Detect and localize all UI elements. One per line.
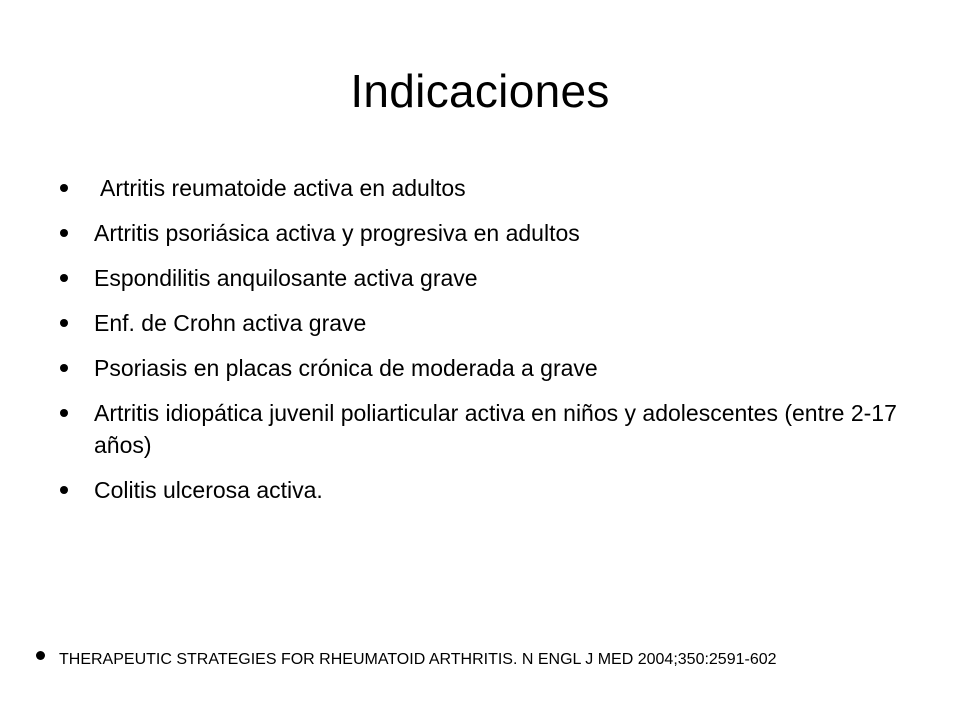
list-item <box>60 307 920 339</box>
list-item-text: Artritis psoriásica activa y progresiva en adultos <box>94 220 580 246</box>
list-item <box>60 172 920 204</box>
bullet-icon <box>60 319 68 327</box>
list-item <box>60 352 920 384</box>
list-item <box>60 217 920 249</box>
reference-text: THERAPEUTIC STRATEGIES FOR RHEUMATOID ARTHRITIS. N ENGL J MED 2004;350:2591-602 <box>59 651 777 668</box>
list-item-text: Colitis ulcerosa activa. <box>94 477 323 503</box>
bullet-icon <box>60 274 68 282</box>
bullet-icon <box>60 409 68 417</box>
reference-citation <box>36 648 936 672</box>
bullet-icon <box>60 184 68 192</box>
indications-list <box>60 172 920 519</box>
bullet-icon <box>60 486 68 494</box>
list-item <box>60 474 920 506</box>
list-item-text: Enf. de Crohn activa grave <box>94 310 367 336</box>
list-item-text: Espondilitis anquilosante activa grave <box>94 265 478 291</box>
list-item-text: Artritis idiopática juvenil poliarticular activa en niños y adolescentes (entre 2-17 años) <box>94 400 897 458</box>
list-item-text: Psoriasis en placas crónica de moderada a grave <box>94 355 598 381</box>
list-item <box>60 397 920 461</box>
list-item-text: Artritis reumatoide activa en adultos <box>100 175 466 201</box>
bullet-icon <box>60 229 68 237</box>
slide-title: Indicaciones <box>350 65 610 117</box>
list-item <box>60 262 920 294</box>
bullet-icon <box>60 364 68 372</box>
bullet-icon <box>36 651 45 660</box>
